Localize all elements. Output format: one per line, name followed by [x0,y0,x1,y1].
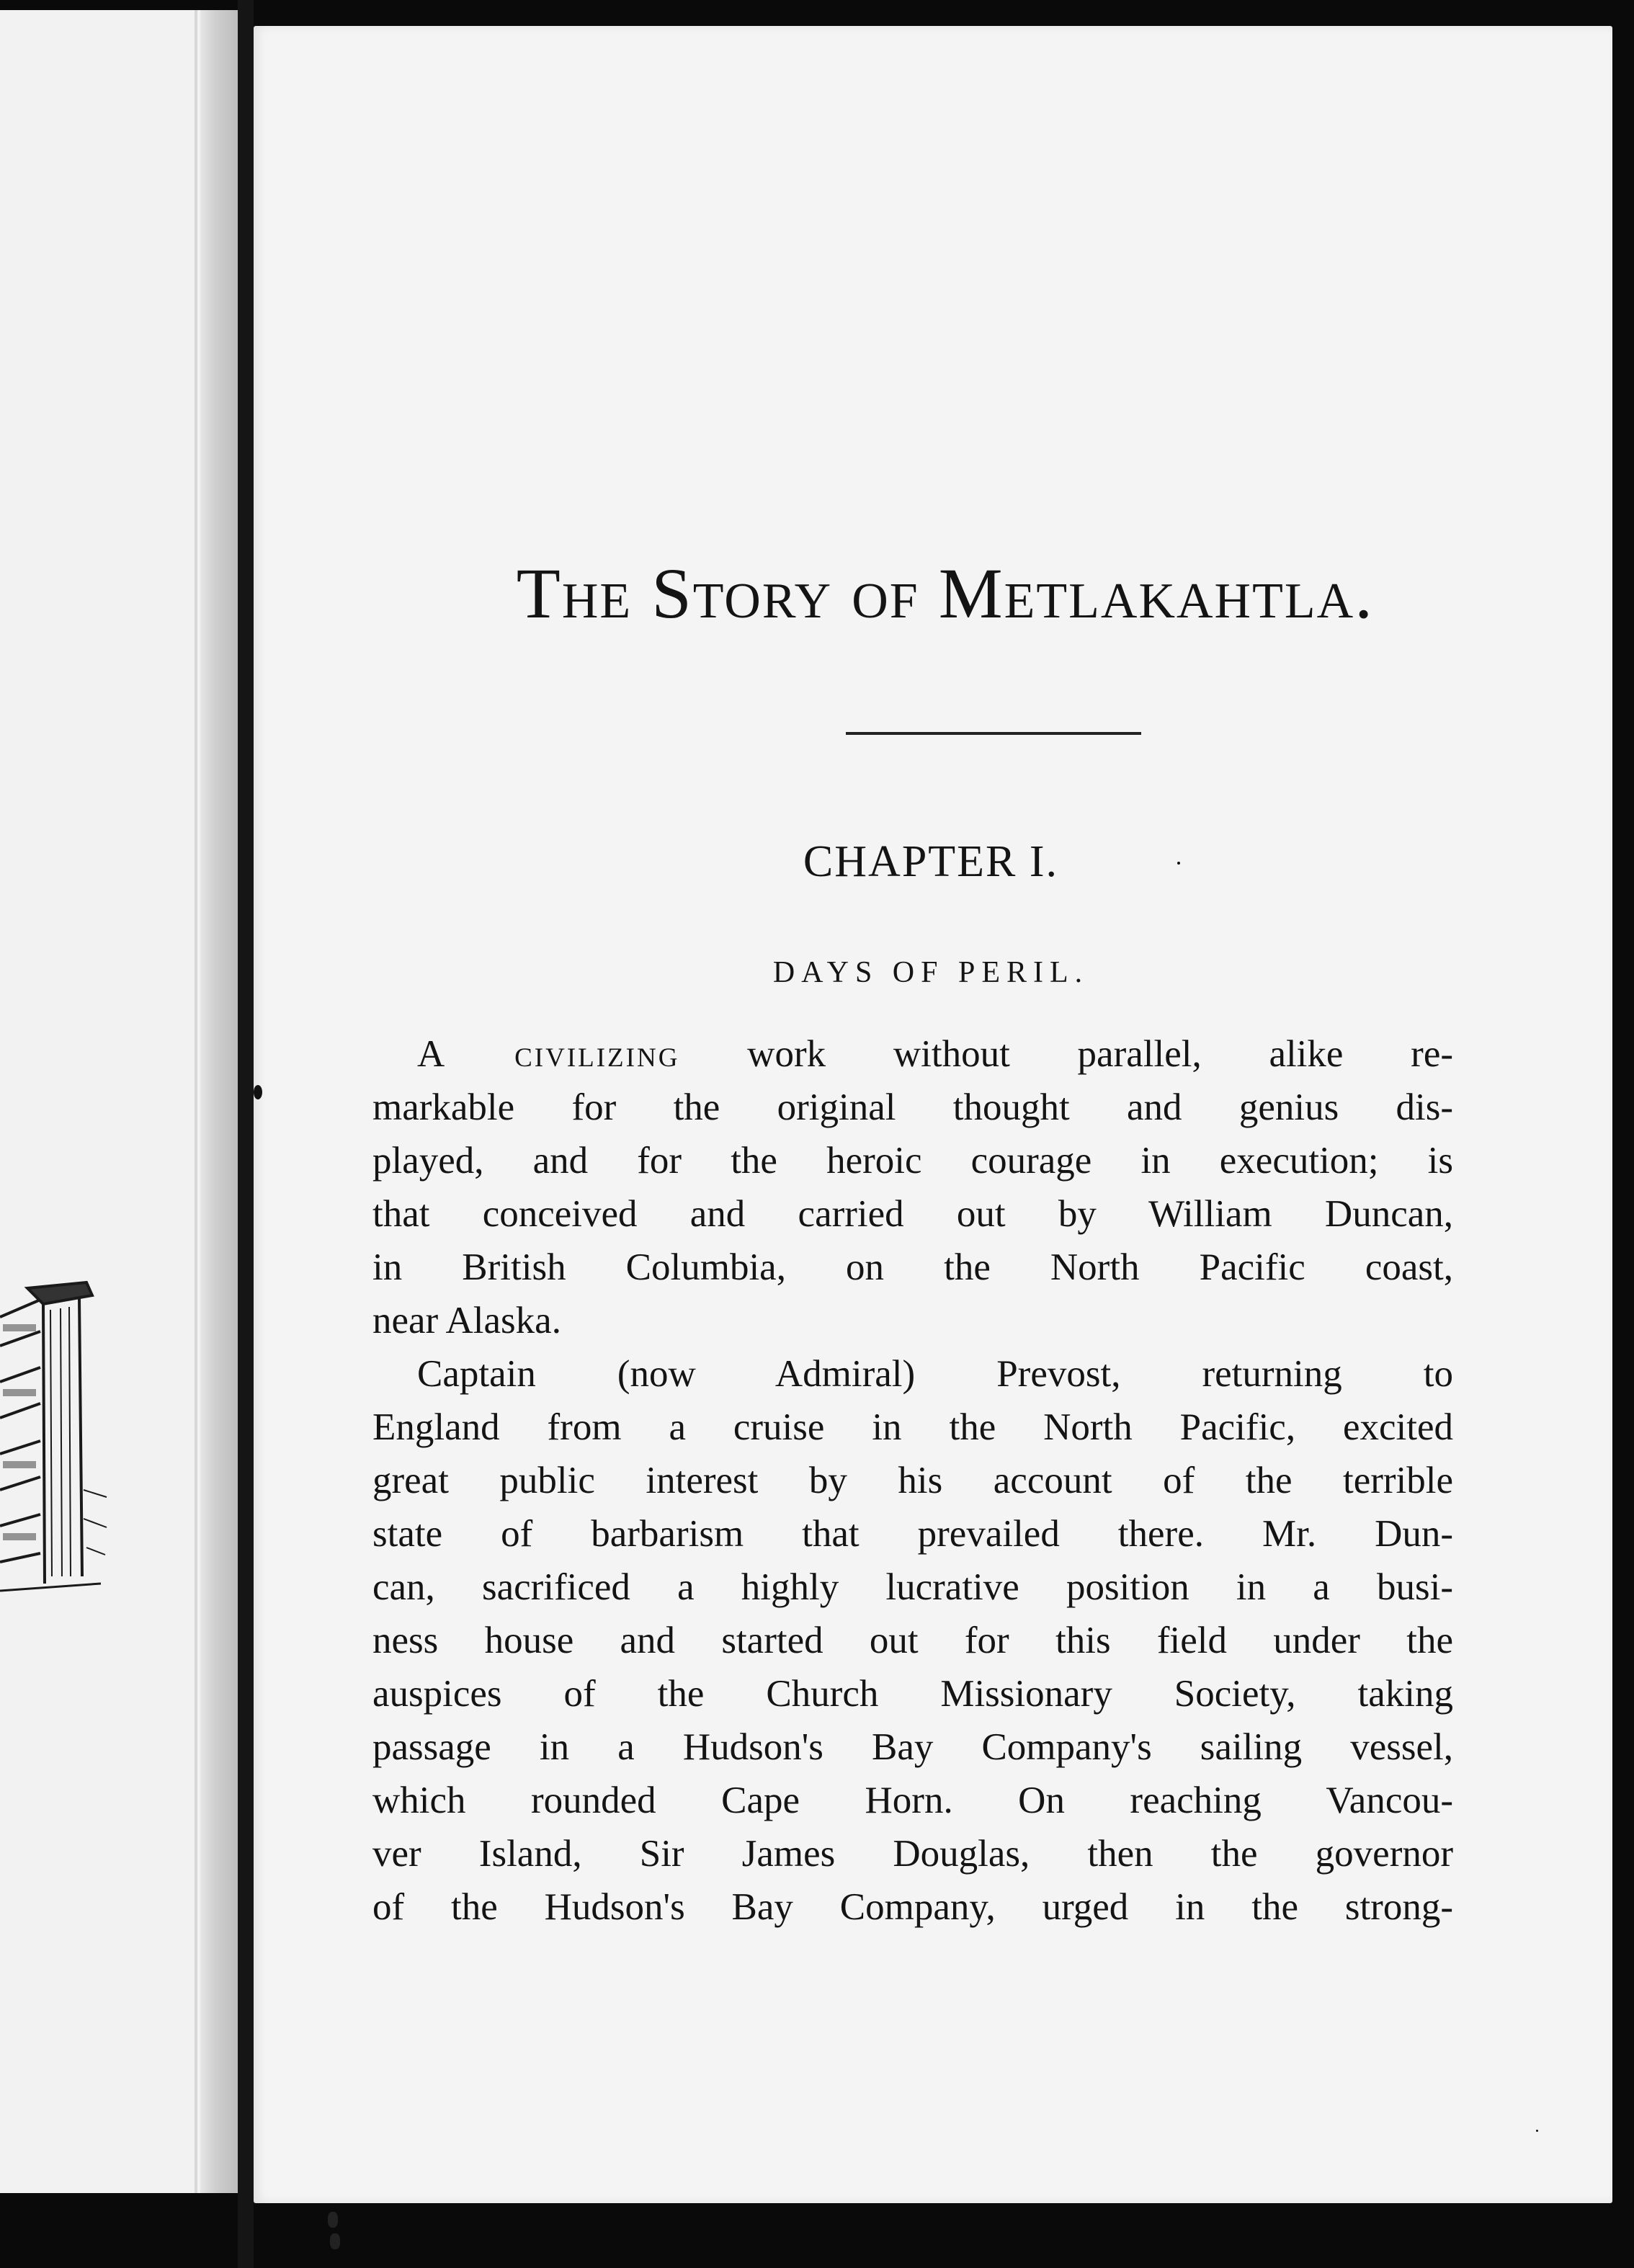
opening-small-caps: A civilizing [417,1033,680,1075]
text-line: which rounded Cape Horn. On reaching Vancou- [372,1780,1453,1821]
scan-speck [254,1085,262,1099]
text-line: in British Columbia, on the North Pacific coast, [372,1246,1453,1288]
left-page-shadow [200,10,238,2193]
binding-mark [330,2233,340,2249]
text-line: great public interest by his account of the terrible [372,1460,1453,1501]
text-line: of the Hudson's Bay Company, urged in the strong- [372,1886,1453,1928]
book-gutter [238,0,254,2268]
text-line: markable for the original thought and genius dis- [372,1086,1453,1128]
text-line: A civilizing work without parallel, alike re- [417,1033,1454,1075]
title-divider-rule [846,732,1141,735]
chapter-heading: CHAPTER I. [803,837,1059,886]
text-line: ness house and started out for this field under the [372,1620,1453,1661]
binding-mark [328,2212,338,2228]
body-text [372,1027,1453,1934]
text-line: auspices of the Church Missionary Society, taking [372,1673,1453,1715]
text-line: can, sacrificed a highly lucrative position in a busi- [372,1566,1453,1608]
text-line: state of barbarism that prevailed there. Mr. Dun- [372,1513,1453,1555]
book-page [254,26,1612,2203]
text-line: Captain (now Admiral) Prevost, returning to [417,1353,1453,1395]
chapter-title: DAYS OF PERIL. [772,956,1089,989]
book-title: The Story of Metlakahtla. [516,553,1375,633]
scan-speck [1536,2130,1538,2132]
left-facing-page [0,10,200,2193]
text-line: passage in a Hudson's Bay Company's sailing vessel, [372,1726,1453,1768]
scan-speck [1177,862,1180,865]
text-line: played, and for the heroic courage in execution; is [372,1140,1453,1182]
text-line: England from a cruise in the North Pacific, excited [372,1406,1453,1448]
engraving-fragment-illustration [0,1274,108,1634]
left-page-edge-line [195,10,197,2193]
text-line: near Alaska. [372,1300,561,1341]
text-line: ver Island, Sir James Douglas, then the governor [372,1833,1453,1875]
text-line: that conceived and carried out by William Duncan, [372,1193,1453,1235]
